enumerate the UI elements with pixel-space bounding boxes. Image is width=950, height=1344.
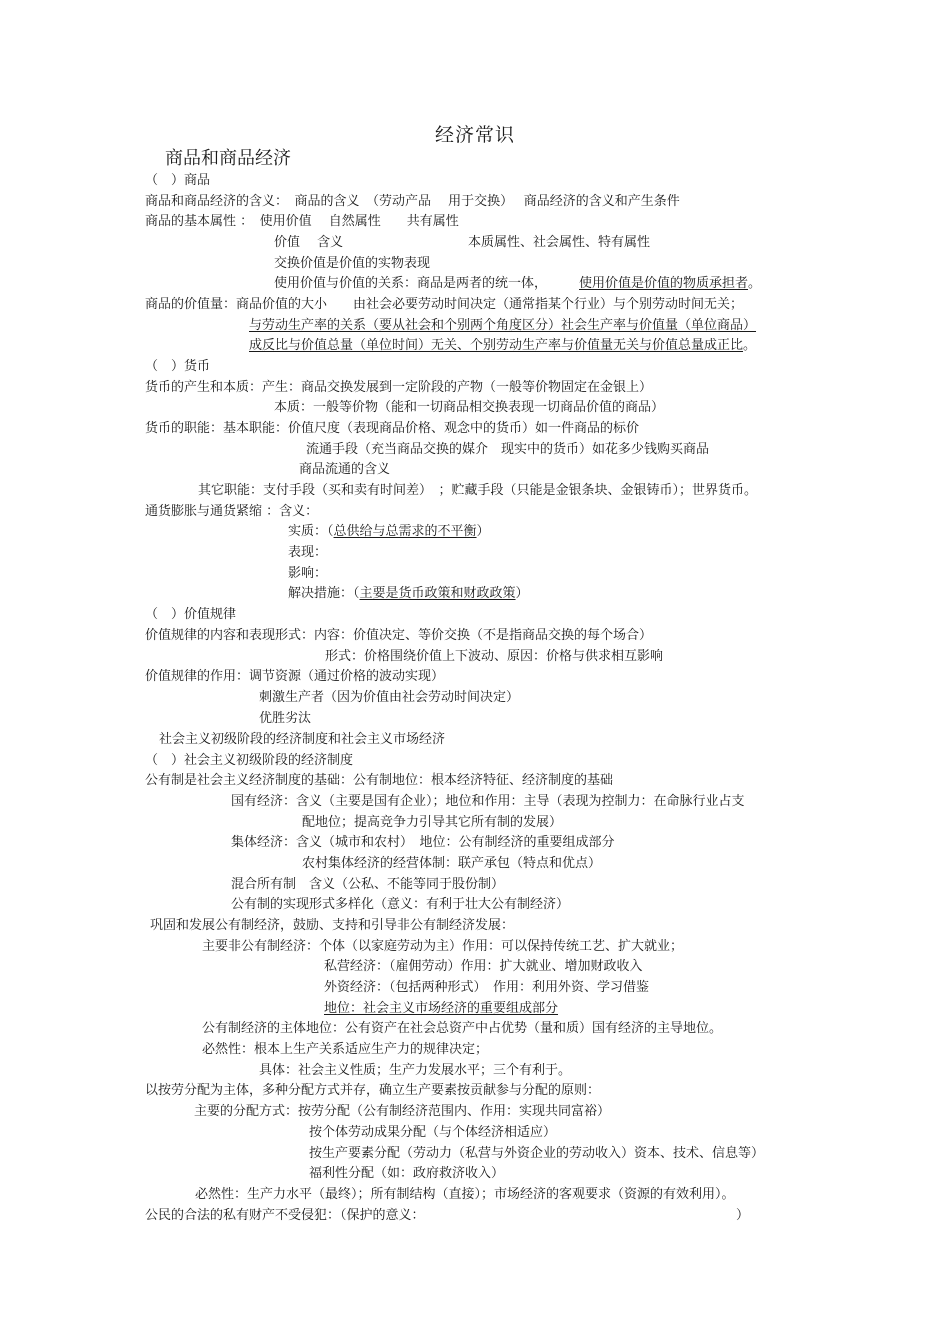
- text-line: 商品和商品经济的含义： 商品的含义 （劳动产品 用于交换） 商品经济的含义和产生条件: [145, 194, 680, 209]
- text-line: 价值规律的内容和表现形式：内容：价值决定、等价交换（不是指商品交换的每个场合）: [145, 628, 653, 643]
- text-line: 配地位；提高竞争力引导其它所有制的发展）: [302, 815, 563, 830]
- text-line: 其它职能：支付手段（买和卖有时间差） ；贮藏手段（只能是金银条块、金银铸币）；世界货币。: [198, 483, 758, 498]
- text-line: 必然性：生产力水平（最终）；所有制结构（直接）；市场经济的客观要求（资源的有效利用）。: [195, 1187, 735, 1202]
- text-line: 价值规律的作用：调节资源（通过价格的波动实现）: [145, 669, 445, 684]
- text-line: 按个体劳动成果分配（与个体经济相适应）: [309, 1125, 557, 1140]
- text-line: 商品的基本属性 ： 使用价值 自然属性 共有属性: [145, 214, 459, 229]
- text-line: ）: [736, 1208, 750, 1223]
- text-line: 商品流通的含义: [299, 462, 391, 477]
- text-line: 表现：: [288, 545, 328, 560]
- text-line: 通货膨胀与通货紧缩 ：含义：: [145, 504, 319, 519]
- text-line: 福利性分配（如：政府救济收入）: [309, 1166, 505, 1181]
- underlined-text: 使用价值是价值的物质承担者: [579, 276, 749, 291]
- text-line: 外资经济：（包括两种形式） 作用：利用外资、学习借鉴: [324, 980, 650, 995]
- underlined-text: 主要是货币政策和财政政策: [359, 586, 516, 601]
- text-line: 具体：社会主义性质；生产力发展水平；三个有利于。: [259, 1063, 572, 1078]
- text-line: 主要的分配方式：按劳分配（公有制经济范围内、作用：实现共同富裕）: [194, 1104, 611, 1119]
- subheading-goods: （ ）商品: [145, 173, 211, 188]
- text-line: 刺激生产者（因为价值由社会劳动时间决定）: [259, 690, 520, 705]
- underlined-text: 成反比与价值总量（单位时间）无关、个别劳动生产率与价值量无关与价值总量成正比: [249, 338, 744, 353]
- text-line: 混合所有制 含义（公私、不能等同于股份制）: [231, 877, 505, 892]
- text-line: 货币的职能：基本职能：价值尺度（表现商品价格、观念中的货币）如一件商品的标价: [145, 421, 640, 436]
- text-line: 主要非公有制经济：个体（以家庭劳动为主）作用：可以保持传统工艺、扩大就业；: [202, 939, 684, 954]
- text-line: 影响：: [288, 566, 328, 581]
- text-line: 形式：价格围绕价值上下波动、原因：价格与供求相互影响: [325, 649, 664, 664]
- subheading-law-of-value: （ ）价值规律: [145, 607, 237, 622]
- underlined-text: 地位：社会主义市场经济的重要组成部分: [324, 1001, 559, 1016]
- text-line: 本质属性、社会属性、特有属性: [468, 235, 651, 250]
- text-line: 本质：一般等价物（能和一切商品相交换表现一切商品价值的商品）: [274, 400, 665, 415]
- text-line: 货币的产生和本质：产生：商品交换发展到一定阶段的产物（一般等价物固定在金银上）: [145, 380, 653, 395]
- document-title: 经济常识: [434, 124, 515, 146]
- text-line: 按生产要素分配（劳动力（私营与外资企业的劳动收入）资本、技术、信息等）: [309, 1146, 765, 1161]
- text-line: 商品的价值量：商品价值的大小 由社会必要劳动时间决定（通常指某个行业）与个别劳动时间无关；: [145, 297, 744, 312]
- text-line: 解决措施：（主要是货币政策和财政政策）: [288, 586, 529, 601]
- subheading-money: （ ）货币: [145, 359, 211, 374]
- text-line: 价值 含义: [274, 235, 344, 250]
- underlined-text: 与劳动生产率的关系（要从社会和个别两个角度区分）社会生产率与价值量（单位商品）: [249, 318, 757, 333]
- text-line: 国有经济：含义（主要是国有企业）；地位和作用：主导（表现为控制力：在命脉行业占支: [231, 794, 745, 809]
- text-line: 公有制是社会主义经济制度的基础：公有制地位：根本经济特征、经济制度的基础: [145, 773, 614, 788]
- section-heading-economic-system: 社会主义初级阶段的经济制度和社会主义市场经济: [159, 732, 446, 747]
- text-line: 以按劳分配为主体，多种分配方式并存，确立生产要素按贡献参与分配的原则：: [145, 1083, 601, 1098]
- text-line: 交换价值是价值的实物表现: [274, 256, 431, 271]
- text-line: 使用价值与价值的关系：商品是两者的统一体， 使用价值是价值的物质承担者。: [274, 276, 762, 291]
- text-line: 私营经济：（雇佣劳动）作用：扩大就业、增加财政收入: [324, 959, 643, 974]
- text-line: 优胜劣汰: [259, 711, 312, 726]
- underlined-text: 总供给与总需求的不平衡: [333, 524, 477, 539]
- text-line: 成反比与价值总量（单位时间）无关、个别劳动生产率与价值量无关与价值总量成正比。: [249, 338, 757, 353]
- text-line: 公有制经济的主体地位：公有资产在社会总资产中占优势（量和质）国有经济的主导地位。: [202, 1021, 723, 1036]
- section-heading-commodity: 商品和商品经济: [165, 148, 291, 169]
- text-line: 公民的合法的私有财产不受侵犯：（保护的意义：: [145, 1208, 425, 1223]
- text-line: 公有制的实现形式多样化（意义：有利于壮大公有制经济）: [231, 897, 570, 912]
- text-line: 必然性：根本上生产关系适应生产力的规律决定；: [202, 1042, 489, 1057]
- text-line: 农村集体经济的经营体制：联产承包（特点和优点）: [302, 856, 602, 871]
- text-line: 实质：（总供给与总需求的不平衡）: [288, 524, 490, 539]
- text-line: 集体经济：含义（城市和农村） 地位：公有制经济的重要组成部分: [231, 835, 615, 850]
- text-line: 流通手段（充当商品交换的媒介 现实中的货币）如花多少钱购买商品: [306, 442, 710, 457]
- text-line: 巩固和发展公有制经济，鼓励、支持和引导非公有制经济发展：: [150, 918, 515, 933]
- subheading-economic-system: （ ）社会主义初级阶段的经济制度: [145, 753, 354, 768]
